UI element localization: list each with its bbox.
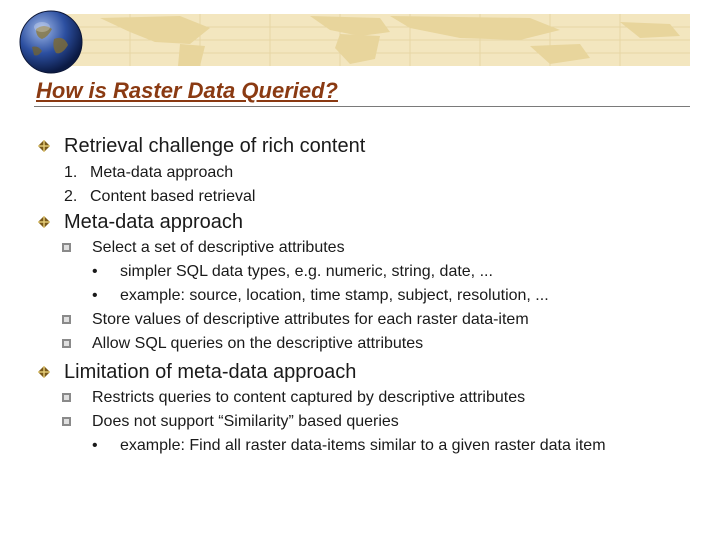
world-map-banner bbox=[60, 14, 690, 66]
diamond-bullet-icon bbox=[38, 140, 50, 152]
square-bullet-icon bbox=[62, 393, 71, 402]
bullet-level2 bbox=[92, 238, 345, 258]
item-number: 2. bbox=[64, 188, 78, 205]
bullet-level2 bbox=[92, 334, 423, 354]
bullet-level2 bbox=[92, 310, 529, 330]
diamond-bullet-icon bbox=[38, 366, 50, 378]
square-bullet-icon bbox=[62, 417, 71, 426]
dot-text: example: Find all raster data-items similar to a given raster data item bbox=[120, 437, 606, 454]
item-text: Content based retrieval bbox=[90, 188, 256, 205]
bullet-text: Retrieval challenge of rich content bbox=[64, 135, 366, 157]
square-bullet-icon bbox=[62, 315, 71, 324]
globe-icon bbox=[18, 9, 84, 75]
bullet-text: Meta-data approach bbox=[64, 211, 244, 233]
slide-title: How is Raster Data Queried? bbox=[36, 78, 338, 103]
bullet-level2 bbox=[92, 388, 525, 408]
dot-marker: • bbox=[92, 263, 98, 280]
bullet-text: Does not support “Similarity” based queries bbox=[92, 413, 399, 430]
bullet-level1 bbox=[64, 210, 243, 234]
title-divider bbox=[34, 106, 690, 107]
dot-item bbox=[92, 262, 493, 282]
bullet-text: Allow SQL queries on the descriptive attributes bbox=[92, 335, 424, 352]
dot-item bbox=[92, 436, 606, 456]
bullet-text: Store values of descriptive attributes for each raster data-item bbox=[92, 311, 529, 328]
bullet-level1 bbox=[64, 360, 356, 384]
dot-item bbox=[92, 286, 549, 306]
bullet-text: Select a set of descriptive attributes bbox=[92, 239, 345, 256]
dot-text: example: source, location, time stamp, subject, resolution, ... bbox=[120, 287, 549, 304]
dot-marker: • bbox=[92, 437, 98, 454]
dot-text: simpler SQL data types, e.g. numeric, string, date, ... bbox=[120, 263, 493, 280]
world-map-banner-icon bbox=[60, 14, 690, 66]
diamond-bullet-icon bbox=[38, 216, 50, 228]
item-text: Meta-data approach bbox=[90, 164, 234, 181]
square-bullet-icon bbox=[62, 243, 71, 252]
item-number: 1. bbox=[64, 164, 78, 181]
dot-marker: • bbox=[92, 287, 98, 304]
bullet-text: Limitation of meta-data approach bbox=[64, 361, 357, 383]
numbered-item bbox=[64, 163, 233, 183]
bullet-level2 bbox=[92, 412, 399, 432]
numbered-item bbox=[64, 187, 255, 207]
bullet-text: Restricts queries to content captured by descriptive attributes bbox=[92, 389, 526, 406]
bullet-level1 bbox=[64, 134, 365, 158]
square-bullet-icon bbox=[62, 339, 71, 348]
